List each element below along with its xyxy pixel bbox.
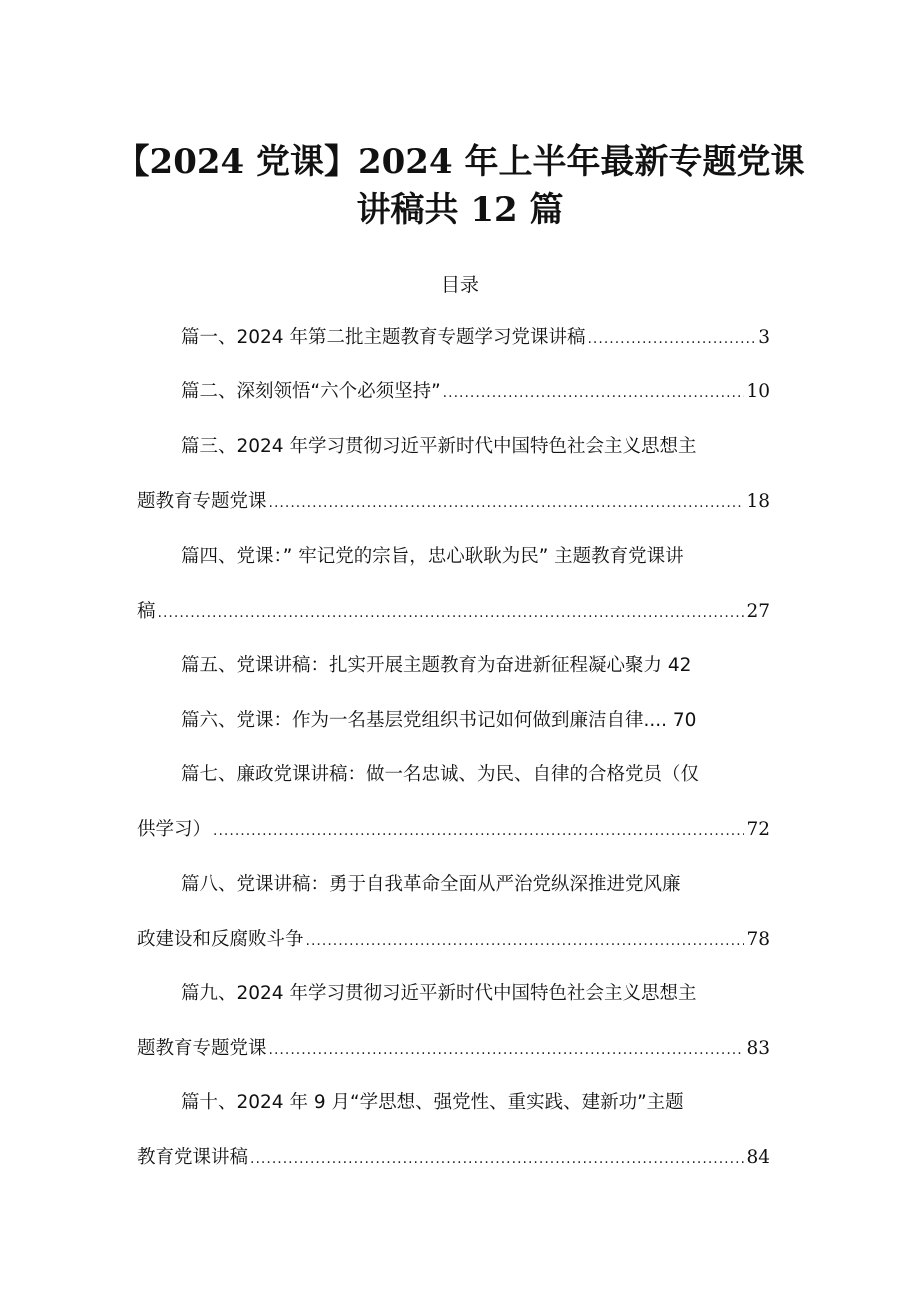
toc-page-number: 72 bbox=[746, 819, 770, 840]
toc-entry-10-line-1[interactable] bbox=[181, 1089, 684, 1117]
toc-entry-9-line-2[interactable] bbox=[137, 1035, 770, 1063]
toc-entry-text: 篇十、2024 年 9 月“学思想、强党性、重实践、建新功”主题 bbox=[181, 1092, 684, 1113]
toc-page-number: 78 bbox=[746, 929, 770, 950]
document-title-line-1: 【2024 党课】2024 年上半年最新专题党课 bbox=[115, 142, 805, 182]
toc-leader-dots bbox=[269, 1036, 745, 1064]
toc-leader-dots bbox=[306, 927, 745, 955]
toc-page-number: 10 bbox=[746, 381, 770, 402]
toc-entry-text: 篇八、党课讲稿：勇于自我革命全面从严治党纵深推进党风廉 bbox=[181, 874, 681, 895]
toc-page-number: 27 bbox=[746, 601, 770, 622]
toc-entry-4-line-2[interactable] bbox=[137, 598, 770, 626]
toc-entry-text: 篇七、廉政党课讲稿：做一名忠诚、为民、自律的合格党员（仅 bbox=[181, 764, 700, 785]
toc-entry-text: 篇六、党课：作为一名基层党组织书记如何做到廉洁自律.... 70 bbox=[181, 710, 697, 731]
toc-leader-dots bbox=[213, 817, 744, 845]
toc-entry-text-continued: 教育党课讲稿 bbox=[137, 1147, 249, 1168]
toc-leader-dots bbox=[250, 1145, 744, 1173]
toc-entry-text-continued: 政建设和反腐败斗争 bbox=[137, 929, 304, 950]
toc-entry-7-line-2[interactable] bbox=[137, 816, 770, 844]
toc-page-number: 3 bbox=[758, 327, 770, 348]
toc-entry-text-continued: 稿 bbox=[137, 601, 156, 622]
toc-entry-5[interactable] bbox=[181, 652, 691, 680]
toc-entry-text-continued: 题教育专题党课 bbox=[137, 491, 267, 512]
toc-entry-6[interactable] bbox=[181, 707, 696, 735]
toc-entry-8-line-2[interactable] bbox=[137, 926, 770, 954]
toc-entry-1[interactable] bbox=[181, 324, 770, 352]
toc-entry-8-line-1[interactable] bbox=[181, 871, 681, 899]
toc-entry-text-continued: 供学习） bbox=[137, 819, 212, 840]
toc-entry-text: 篇九、2024 年学习贯彻习近平新时代中国特色社会主义思想主 bbox=[181, 983, 697, 1004]
toc-leader-dots bbox=[443, 379, 745, 407]
toc-leader-dots bbox=[158, 599, 745, 627]
toc-entry-3-line-2[interactable] bbox=[137, 488, 770, 516]
toc-entry-4-line-1[interactable] bbox=[181, 543, 684, 571]
toc-leader-dots bbox=[587, 325, 756, 353]
toc-entry-2[interactable] bbox=[181, 378, 770, 406]
toc-page-number: 18 bbox=[746, 491, 770, 512]
toc-entry-text: 篇一、2024 年第二批主题教育专题学习党课讲稿 bbox=[181, 327, 586, 348]
toc-entry-text: 篇三、2024 年学习贯彻习近平新时代中国特色社会主义思想主 bbox=[181, 436, 697, 457]
toc-entry-text-continued: 题教育专题党课 bbox=[137, 1038, 267, 1059]
toc-page-number: 84 bbox=[746, 1147, 770, 1168]
toc-entry-3-line-1[interactable] bbox=[181, 433, 696, 461]
toc-page-number: 83 bbox=[746, 1038, 770, 1059]
toc-entry-7-line-1[interactable] bbox=[181, 761, 699, 789]
toc-entry-9-line-1[interactable] bbox=[181, 980, 696, 1008]
document-title-line-2: 讲稿共 12 篇 bbox=[356, 190, 564, 230]
toc-entry-text: 篇四、党课：” 牢记党的宗旨，忠心耿耿为民” 主题教育党课讲 bbox=[181, 546, 684, 567]
toc-leader-dots bbox=[269, 489, 745, 517]
toc-entry-10-line-2[interactable] bbox=[137, 1144, 770, 1172]
toc-entry-text: 篇五、党课讲稿：扎实开展主题教育为奋进新征程凝心聚力 42 bbox=[181, 655, 692, 676]
toc-entry-text: 篇二、深刻领悟“六个必须坚持” bbox=[181, 381, 441, 402]
toc-heading: 目录 bbox=[440, 274, 479, 296]
